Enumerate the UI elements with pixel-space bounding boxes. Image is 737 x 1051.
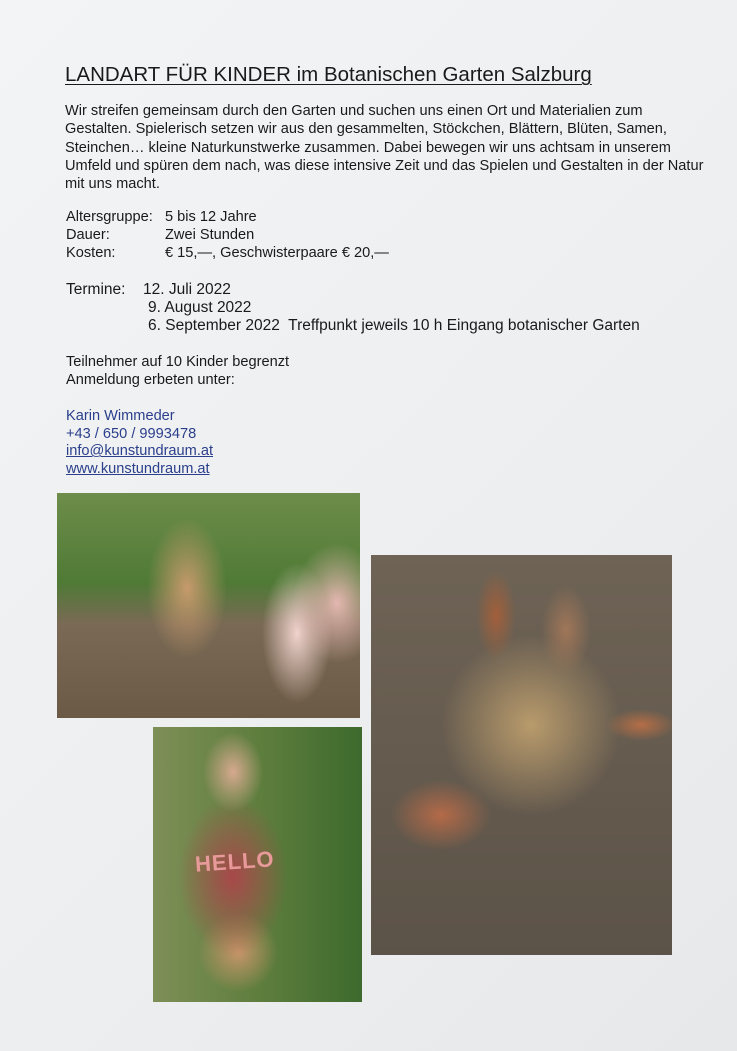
termin-date: 9. August 2022 <box>148 299 252 316</box>
contact-email-link[interactable]: info@kunstundraum.at <box>66 443 214 459</box>
shirt-lettering: HELLO <box>194 846 276 877</box>
photo-girl-with-artwork <box>153 727 362 1002</box>
termin-date: 12. Juli 2022 <box>143 281 231 298</box>
contact-name: Karin Wimmeder <box>66 408 175 424</box>
detail-label-duration: Dauer: <box>66 227 110 243</box>
detail-label-cost: Kosten: <box>66 245 116 261</box>
registration-note: Anmeldung erbeten unter: <box>66 372 235 388</box>
detail-value-duration: Zwei Stunden <box>165 227 255 243</box>
termine-label: Termine: <box>66 281 126 298</box>
detail-label-age: Altersgruppe: <box>66 209 153 225</box>
page-title: LANDART FÜR KINDER im Botanischen Garten Salzburg <box>65 63 592 86</box>
termin-date: 6. September 2022 Treffpunkt jeweils 10 h Eingang botanischer Garten <box>148 317 640 334</box>
intro-paragraph: Wir streifen gemeinsam durch den Garten und suchen uns einen Ort und Materialien zum Gestalten. Spielerisch setzen wir aus den gesammelten, Stöckchen, Blättern, Blüten, Samen, Steinchen… kleine Naturkunstwerke zusammen. Dabei bewegen wir uns achtsam in unserem Umfeld und spüren dem nach, was diese intensive Zeit und das Spielen und Gestalten in der Natur mit uns macht. <box>65 103 704 193</box>
contact-website-link[interactable]: www.kunstundraum.at <box>66 461 210 477</box>
detail-value-age: 5 bis 12 Jahre <box>165 209 257 225</box>
contact-phone: +43 / 650 / 9993478 <box>66 426 197 442</box>
photo-children-landart <box>57 493 360 718</box>
detail-value-cost: € 15,—, Geschwisterpaare € 20,— <box>165 245 389 261</box>
photo-nature-artwork <box>371 555 672 955</box>
participant-limit: Teilnehmer auf 10 Kinder begrenzt <box>66 354 290 370</box>
